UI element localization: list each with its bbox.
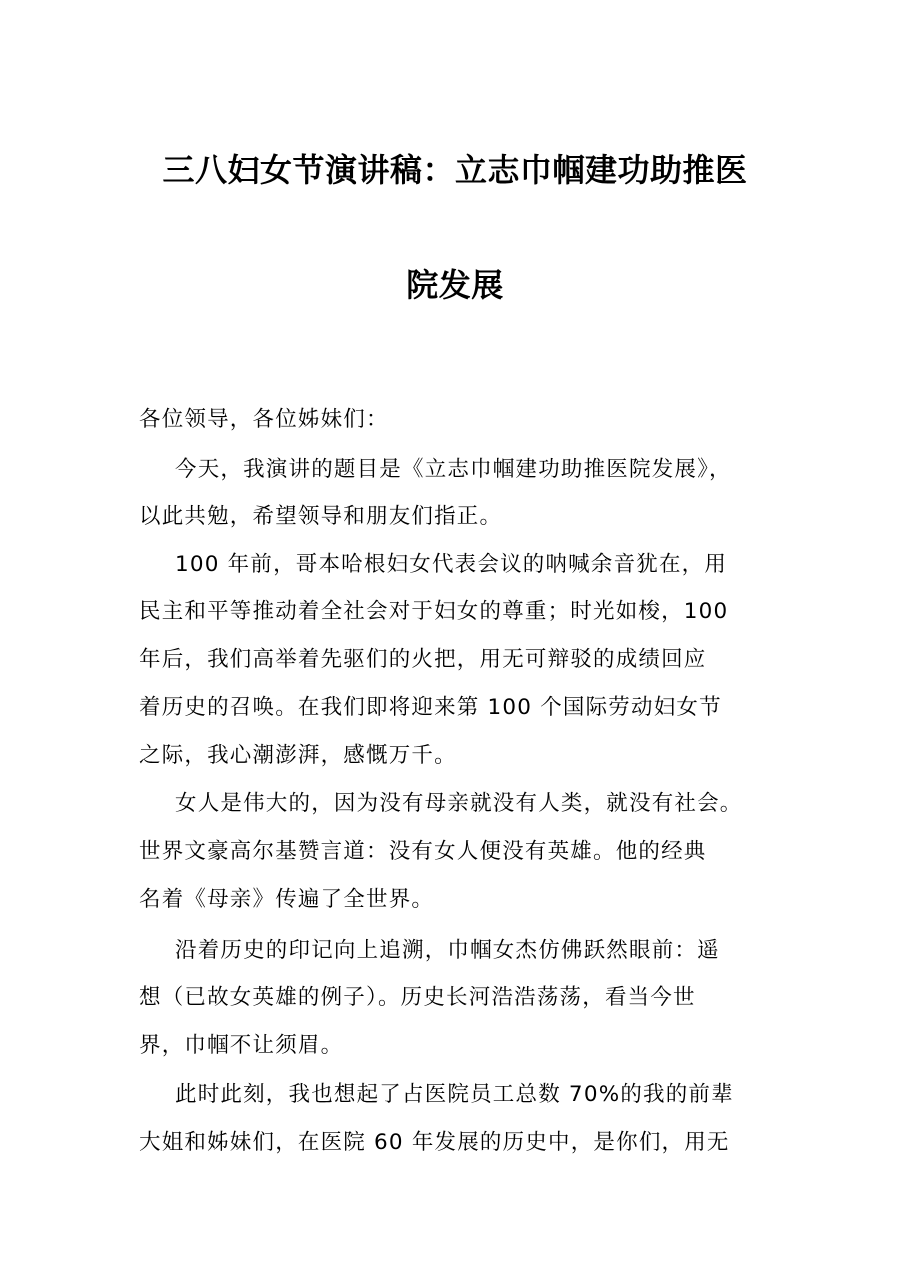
paragraph-line: 之际，我心潮澎湃，感慨万千。 bbox=[139, 743, 457, 768]
paragraph-line: 大姐和姊妹们，在医院 60 年发展的历史中，是你们，用无 bbox=[139, 1130, 730, 1155]
paragraph-line: 界，巾帼不让须眉。 bbox=[139, 1033, 344, 1058]
paragraph-line: 想（已故女英雄的例子）。历史长河浩浩荡荡，看当今世 bbox=[139, 985, 696, 1010]
paragraph-line: 着历史的召唤。在我们即将迎来第 100 个国际劳动妇女节 bbox=[139, 695, 722, 720]
paragraph-line: 民主和平等推动着全社会对于妇女的尊重；时光如梭，100 bbox=[139, 599, 729, 624]
paragraph-line: 此时此刻，我也想起了占医院员工总数 70%的我的前辈 bbox=[175, 1082, 734, 1107]
paragraph-line: 女人是伟大的，因为没有母亲就没有人类，就没有社会。 bbox=[175, 791, 743, 816]
paragraph-line: 年后，我们高举着先驱们的火把，用无可辩驳的成绩回应 bbox=[139, 647, 707, 672]
paragraph-line: 100 年前，哥本哈根妇女代表会议的呐喊余音犹在，用 bbox=[175, 552, 728, 577]
paragraph-line: 沿着历史的印记向上追溯，巾帼女杰仿佛跃然眼前：遥 bbox=[175, 938, 720, 963]
document-title-line-2: 院发展 bbox=[406, 266, 504, 304]
paragraph-line: 世界文豪高尔基赞言道：没有女人便没有英雄。他的经典 bbox=[139, 839, 707, 864]
salutation: 各位领导，各位姊妹们： bbox=[139, 407, 389, 432]
paragraph-line: 以此共勉，希望领导和朋友们指正。 bbox=[139, 504, 503, 529]
paragraph-line: 名着《母亲》传遍了全世界。 bbox=[139, 887, 435, 912]
paragraph-line: 今天，我演讲的题目是《立志巾帼建功助推医院发展》， bbox=[175, 457, 732, 482]
document-title-line-1: 三八妇女节演讲稿：立志巾帼建功助推医 bbox=[162, 151, 748, 189]
